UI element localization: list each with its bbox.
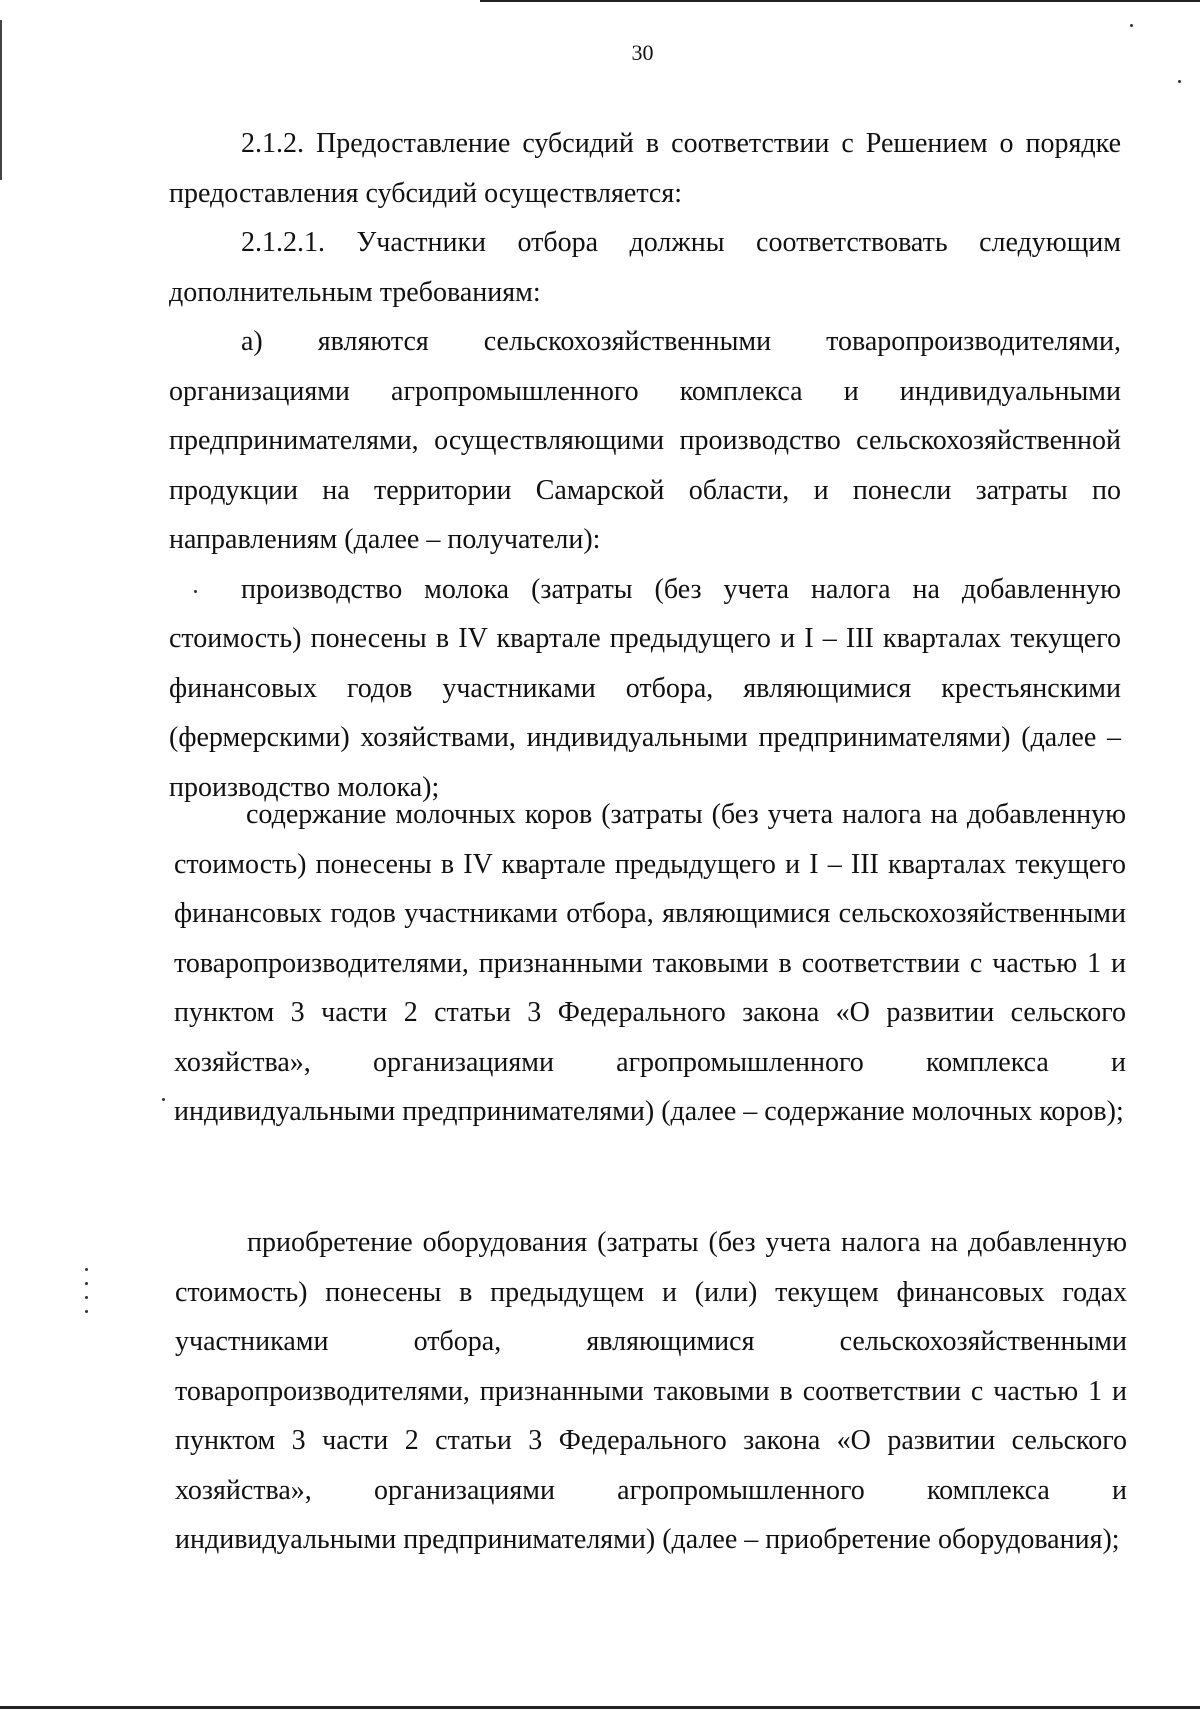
body-text-lower xyxy=(175,1218,1127,1565)
scan-speck xyxy=(85,1310,88,1313)
page-number: 30 xyxy=(631,40,654,65)
scan-speck xyxy=(194,590,197,593)
paragraph-item-a: а) являются сельскохозяйственными товаропроизводителями, организациями агропромышленного комплекса и индивидуальными предпринимателями, осуществляющими производство сельскохозяйственной продукции на территории Самарской области, и понесли затраты по направлениям (далее – получатели): xyxy=(169,326,1121,555)
body-text-middle xyxy=(174,790,1126,1137)
scan-speck xyxy=(85,1296,88,1299)
scan-speck xyxy=(1178,80,1181,83)
scan-speck xyxy=(85,1282,88,1285)
scan-speck xyxy=(1130,24,1133,27)
scan-edge-top xyxy=(480,0,1200,2)
paragraph-2-1-2-1: 2.1.2.1. Участники отбора должны соответствовать следующим дополнительным требованиям: xyxy=(169,227,1121,308)
paragraph-equipment-purchase: приобретение оборудования (затраты (без учета налога на добавленную стоимость) понесены в предыдущем и (или) текущем финансовых годах участниками отбора, являющимися сельскохозяйственными товаропроизводителями, признанными таковыми в соответствии с частью 1 и пунктом 3 части 2 статьи 3 Федерального закона «О развитии сельского хозяйства», организациями агропромышленного комплекса и индивидуальными предпринимателями) (далее – приобретение оборудования); xyxy=(175,1227,1127,1555)
scan-edge-bottom xyxy=(0,1706,1200,1709)
paragraph-dairy-cows: содержание молочных коров (затраты (без учета налога на добавленную стоимость) понесены в IV квартале предыдущего и I – III кварталах текущего финансовых годов участниками отбора, являющимися сельскохозяйственными товаропроизводителями, признанными таковыми в соответствии с частью 1 и пунктом 3 части 2 статьи 3 Федерального закона «О развитии сельского хозяйства», организациями агропромышленного комплекса и индивидуальными предпринимателями) (далее – содержание молочных коров); xyxy=(174,799,1126,1127)
paragraph-2-1-2: 2.1.2. Предоставление субсидий в соответствии с Решением о порядке предоставления субсидий осуществляется: xyxy=(169,128,1121,209)
scan-speck xyxy=(85,1268,88,1271)
scan-speck xyxy=(162,1098,165,1101)
body-text-upper xyxy=(169,119,1121,812)
paragraph-milk-production: производство молока (затраты (без учета налога на добавленную стоимость) понесены в IV квартале предыдущего и I – III кварталах текущего финансовых годов участниками отбора, являющимися крестьянскими (фермерскими) хозяйствами, индивидуальными предпринимателями) (далее – производство молока); xyxy=(169,573,1121,803)
